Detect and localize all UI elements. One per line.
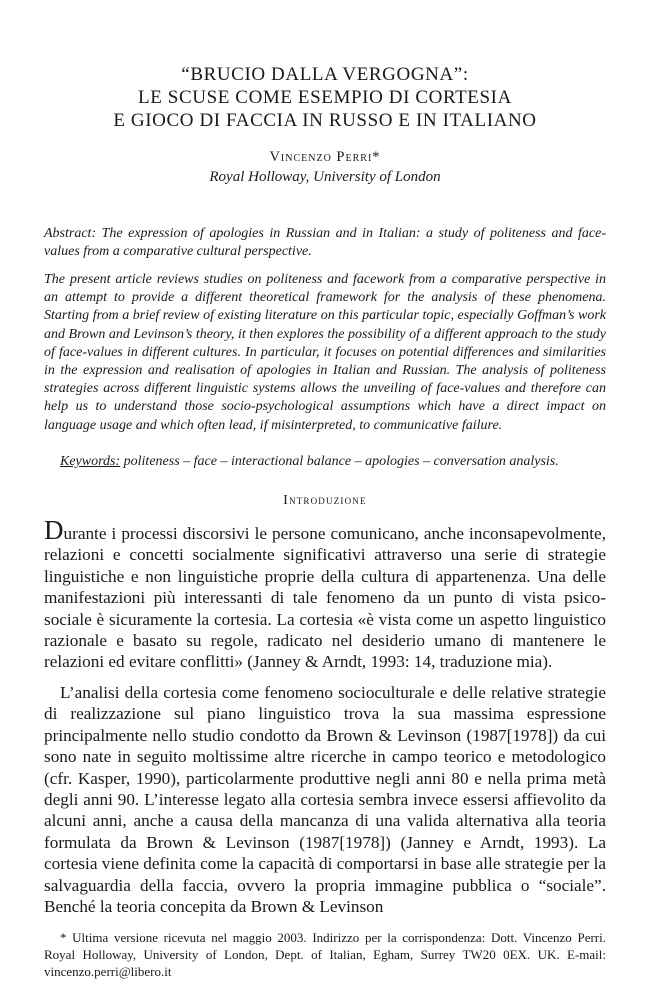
footnote	[44, 929, 606, 980]
title-line-1: “BRUCIO DALLA VERGOGNA”:	[181, 64, 469, 85]
title-line-3: E GIOCO DI FACCIA IN RUSSO E IN ITALIANO	[113, 110, 537, 131]
abstract-body: The present article reviews studies on politeness and facework from a comparative perspective in an attempt to provide a different theoretical framework for the analysis of these phenomena. Starting from a brief review of existing literature on this particular topic, especially Goffman’s work and Brown and Levinson’s theory, it then explores the possibility of a different approach to the study of face-values in different cultures. In particular, it focuses on potential differences and similarities in the expression and realisation of apologies in Italian and Russian. The analysis of politeness strategies across different linguistic systems allows the unveiling of face-values and therefore can help us to understand those socio-psychological assumptions which have a direct impact on language usage and which often lead, if misinterpreted, to communicative failure.	[44, 272, 606, 433]
drop-cap: D	[44, 515, 64, 545]
title-line-2: LE SCUSE COME ESEMPIO DI CORTESIA	[138, 87, 512, 108]
author-footnote-marker: *	[372, 149, 381, 165]
footnote-text: Ultima versione ricevuta nel maggio 2003. Indirizzo per la corrispondenza: Dott. Vincenzo Perri. Royal Holloway, University of London, Dept. of Italian, Egham, Surrey TW20 0EX. UK. E-mail: vincenzo.perri@libero.it	[44, 930, 606, 979]
paragraph-1-text: urante i processi discorsivi le persone comunicano, anche inconsapevolmente, relazioni e concetti socialmente significativi attraverso una serie di strategie linguistiche e non linguistiche proprie della cultura di appartenenza. Una delle manifestazioni più interessanti di tale fenomeno da un punto di vista psico-sociale è sicuramente la cortesia. La cortesia «è vista come un aspetto linguistico razionale e basato su regole, radicato nel desiderio umano di mantenere le relazioni ed evitare conflitti» (Janney & Arndt, 1993: 14, traduzione mia).	[44, 524, 606, 672]
paragraph-1	[44, 515, 606, 673]
keywords-line	[44, 453, 606, 471]
footnote-marker: *	[60, 930, 67, 945]
keywords-list: politeness – face – interactional balance – apologies – conversation analysis.	[120, 454, 559, 469]
author-name: Vincenzo Perri	[269, 149, 373, 165]
paragraph-2: L’analisi della cortesia come fenomeno socioculturale e delle relative strategie di realizzazione sul piano linguistico trova la sua massima espressione principalmente nello studio condotto da Brown & Levinson (1987[1978]) da cui sono nate in seguito moltissime altre ricerche in campo teorico e metodologico (cfr. Kasper, 1990), particolarmente produttive negli anni 80 e nella prima metà degli anni 90. L’interesse legato alla cortesia sembra invece essersi affievolito da alcuni anni, anche a causa della mancanza di una valida alternativa alla teoria formulata da Brown & Levinson (1987[1978]) (Janney e Arndt, 1993). La cortesia viene definita come la capacità di comportarsi in base alle strategie per la salvaguardia della faccia, ovvero la propria immagine pubblica o “sociale”. Benché la teoria concepita da Brown & Levinson	[44, 683, 606, 917]
keywords-label: Keywords:	[60, 454, 121, 469]
section-heading: Introduzione	[283, 492, 367, 507]
author-line	[0, 149, 650, 166]
abstract-heading: Abstract: The expression of apologies in Russian and in Italian: a study of politeness and face-values from a comparative cultural perspective.	[44, 226, 606, 260]
author-affiliation: Royal Holloway, University of London	[209, 169, 441, 185]
